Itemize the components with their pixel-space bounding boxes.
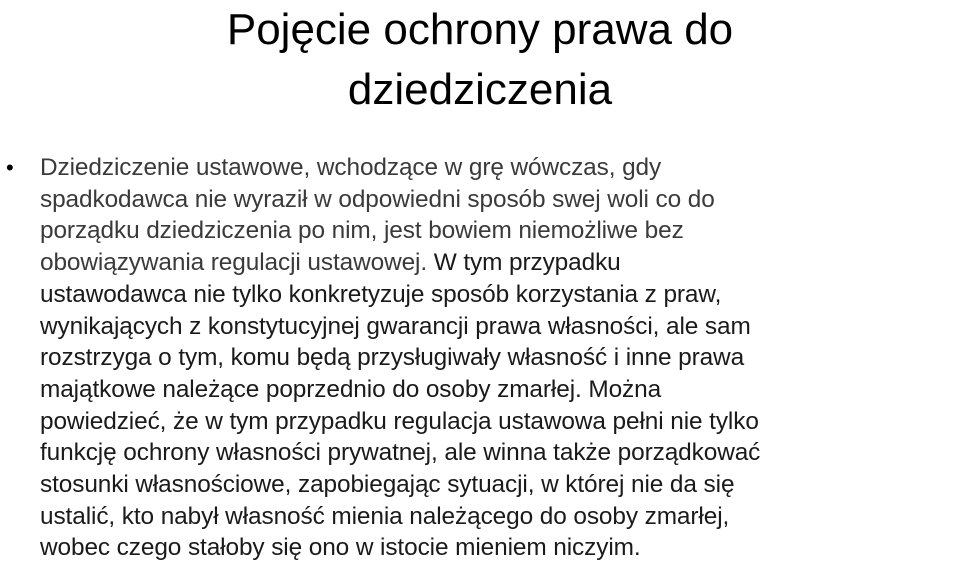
paragraph-line-9: powiedzieć, że w tym przypadku regulacja ustawowa pełni nie tylko [40, 407, 759, 435]
paragraph-line-10: funkcję ochrony własności prywatnej, ale winna także porządkować [40, 439, 761, 467]
slide-title [0, 0, 960, 120]
paragraph-line-4a: obowiązywania regulacji ustawowej. [40, 249, 428, 277]
bullet-item [0, 152, 960, 564]
paragraph-line-3: porządku dziedziczenia po nim, jest bowiem niemożliwe bez [40, 217, 684, 245]
paragraph-line-13: wobec czego stałoby się ono w istocie mieniem niczyim. [40, 534, 641, 562]
paragraph-line-7: rozstrzyga o tym, komu będą przysługiwały własność i inne prawa [40, 344, 745, 372]
paragraph-line-4b: W tym przypadku [427, 249, 621, 277]
paragraph-line-8: majątkowe należące poprzednio do osoby zmarłej. Można [40, 375, 662, 403]
bullet-paragraph [40, 152, 956, 564]
bullet-icon: • [6, 155, 14, 180]
paragraph-line-6: wynikających z konstytucyjnej gwarancji prawa własności, ale sam [40, 312, 751, 340]
slide-body [0, 152, 960, 564]
paragraph-line-1: Dziedziczenie ustawowe, wchodzące w grę wówczas, gdy [40, 154, 662, 181]
paragraph-line-11: stosunki własnościowe, zapobiegając sytuacji, w której nie da się [40, 471, 735, 499]
title-line-1: Pojęcie ochrony prawa do [226, 5, 734, 54]
paragraph-line-5: ustawodawca nie tylko konkretyzuje sposób korzystania z praw, [40, 280, 722, 308]
paragraph-line-12: ustalić, kto nabył własność mienia należącego do osoby zmarłej, [40, 502, 730, 530]
title-line-2: dziedziczenia [347, 65, 613, 114]
paragraph-line-4 [40, 247, 956, 279]
paragraph-line-2: spadkodawca nie wyraził w odpowiedni sposób swej woli co do [40, 185, 715, 213]
